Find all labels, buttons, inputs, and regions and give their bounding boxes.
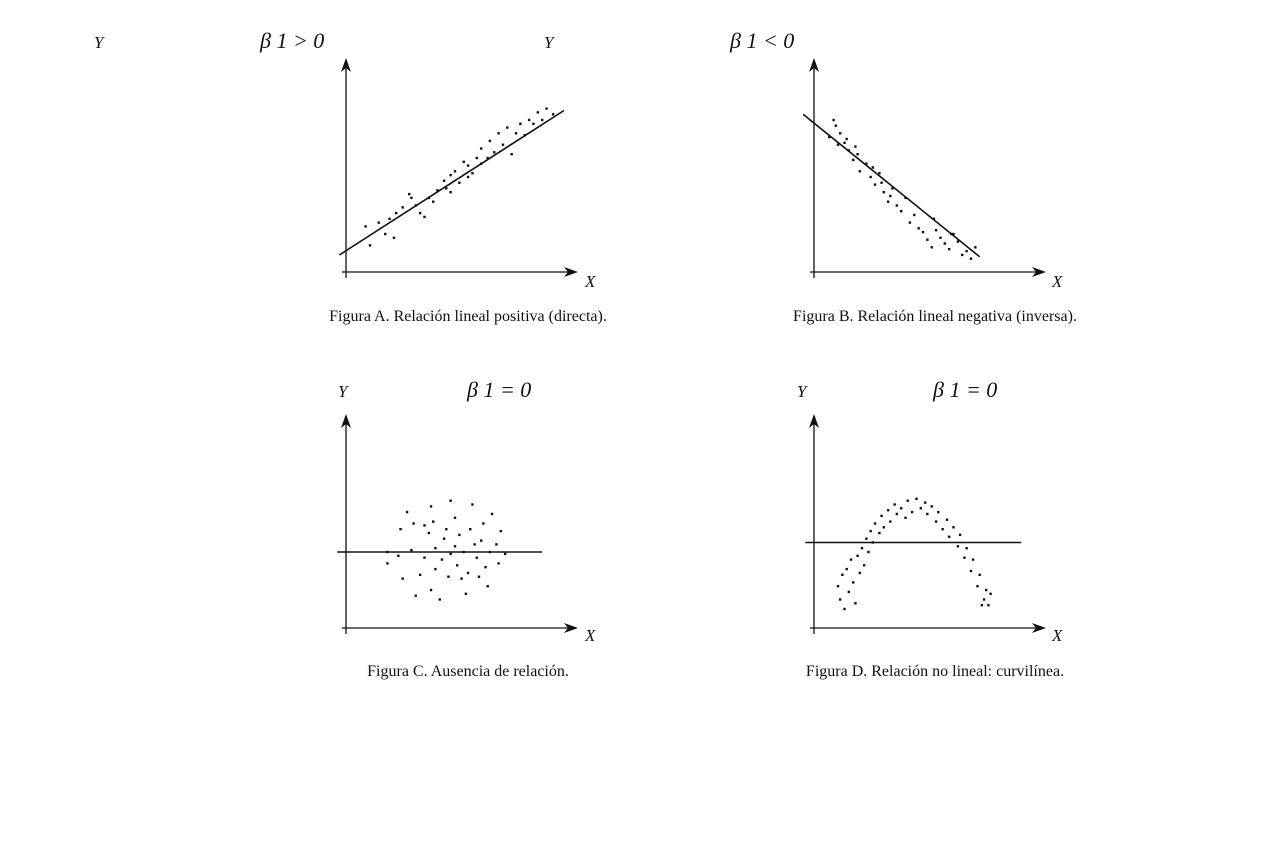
data-point bbox=[933, 218, 935, 220]
data-point bbox=[974, 246, 976, 248]
data-point bbox=[480, 147, 482, 149]
data-point bbox=[939, 237, 941, 239]
data-point bbox=[978, 574, 980, 576]
data-point bbox=[931, 246, 933, 248]
data-point bbox=[458, 534, 460, 536]
figure-caption: Figura D. Relación no lineal: curvilínea. bbox=[805, 663, 1065, 680]
data-point bbox=[510, 153, 512, 155]
data-point bbox=[872, 541, 874, 543]
data-point bbox=[931, 505, 933, 507]
data-point bbox=[874, 522, 876, 524]
data-point bbox=[909, 221, 911, 223]
data-point bbox=[449, 191, 451, 193]
data-point bbox=[432, 201, 434, 203]
data-point bbox=[924, 501, 926, 503]
x-axis-label: X bbox=[1052, 272, 1063, 291]
data-point bbox=[863, 564, 865, 566]
data-point bbox=[922, 231, 924, 233]
data-point bbox=[487, 585, 489, 587]
data-point bbox=[506, 126, 508, 128]
data-point bbox=[419, 212, 421, 214]
data-point bbox=[948, 536, 950, 538]
data-point bbox=[369, 244, 371, 246]
data-point bbox=[896, 513, 898, 515]
data-point bbox=[430, 589, 432, 591]
data-point bbox=[861, 547, 863, 549]
data-point bbox=[869, 530, 871, 532]
data-point bbox=[541, 119, 543, 121]
data-point bbox=[989, 593, 991, 595]
data-point bbox=[878, 172, 880, 174]
data-point bbox=[976, 585, 978, 587]
data-point bbox=[484, 566, 486, 568]
data-point bbox=[952, 526, 954, 528]
data-point bbox=[859, 170, 861, 172]
figure-caption: Figura C. Ausencia de relación. bbox=[367, 663, 569, 680]
panel-figura-c bbox=[337, 377, 596, 680]
data-point bbox=[946, 519, 948, 521]
beta-annotation: β 1 > 0 bbox=[260, 28, 325, 53]
data-point bbox=[920, 507, 922, 509]
data-point bbox=[519, 123, 521, 125]
data-point bbox=[915, 498, 917, 500]
data-point bbox=[854, 602, 856, 604]
data-point bbox=[397, 555, 399, 557]
data-point bbox=[401, 577, 403, 579]
data-point bbox=[428, 532, 430, 534]
data-point bbox=[913, 214, 915, 216]
data-point bbox=[856, 153, 858, 155]
data-point bbox=[948, 248, 950, 250]
data-point bbox=[904, 517, 906, 519]
data-point bbox=[867, 551, 869, 553]
data-point bbox=[889, 520, 891, 522]
data-point bbox=[456, 564, 458, 566]
panel-figura-a bbox=[94, 28, 607, 325]
data-point bbox=[423, 216, 425, 218]
data-point bbox=[552, 113, 554, 115]
data-point bbox=[837, 585, 839, 587]
data-point bbox=[423, 524, 425, 526]
data-point bbox=[497, 132, 499, 134]
data-point bbox=[469, 528, 471, 530]
data-point bbox=[985, 589, 987, 591]
panel-figura-b bbox=[544, 28, 1077, 325]
data-point bbox=[970, 570, 972, 572]
data-point bbox=[865, 538, 867, 540]
data-point bbox=[950, 233, 952, 235]
data-point bbox=[445, 528, 447, 530]
data-point bbox=[415, 595, 417, 597]
data-point bbox=[449, 500, 451, 502]
data-point bbox=[449, 553, 451, 555]
data-point bbox=[480, 163, 482, 165]
data-point bbox=[872, 166, 874, 168]
data-point bbox=[972, 558, 974, 560]
data-point bbox=[428, 197, 430, 199]
data-point bbox=[515, 132, 517, 134]
data-point bbox=[832, 119, 834, 121]
data-point bbox=[959, 534, 961, 536]
data-point bbox=[900, 507, 902, 509]
data-point bbox=[904, 197, 906, 199]
data-point bbox=[528, 119, 530, 121]
beta-annotation: β 1 = 0 bbox=[933, 377, 998, 402]
data-point bbox=[887, 201, 889, 203]
data-point bbox=[880, 182, 882, 184]
data-point bbox=[408, 193, 410, 195]
data-point bbox=[491, 513, 493, 515]
data-point bbox=[889, 195, 891, 197]
data-point bbox=[378, 221, 380, 223]
data-point bbox=[489, 140, 491, 142]
data-point bbox=[471, 172, 473, 174]
data-point bbox=[436, 189, 438, 191]
data-point bbox=[837, 144, 839, 146]
data-point bbox=[364, 225, 366, 227]
data-point bbox=[497, 562, 499, 564]
data-point bbox=[393, 237, 395, 239]
data-point bbox=[850, 558, 852, 560]
data-point bbox=[859, 572, 861, 574]
data-point bbox=[430, 505, 432, 507]
data-point bbox=[502, 144, 504, 146]
data-point bbox=[473, 543, 475, 545]
data-point bbox=[856, 555, 858, 557]
data-point bbox=[439, 598, 441, 600]
data-point bbox=[447, 576, 449, 578]
data-point bbox=[987, 604, 989, 606]
data-point bbox=[865, 163, 867, 165]
data-point bbox=[458, 182, 460, 184]
data-point bbox=[386, 562, 388, 564]
data-point bbox=[463, 161, 465, 163]
data-point bbox=[852, 581, 854, 583]
data-point bbox=[911, 511, 913, 513]
data-point bbox=[467, 572, 469, 574]
data-point bbox=[944, 242, 946, 244]
figure-caption: Figura B. Relación lineal negativa (inversa). bbox=[793, 308, 1077, 325]
y-axis-label: Y bbox=[338, 382, 348, 401]
data-point bbox=[887, 509, 889, 511]
data-point bbox=[419, 574, 421, 576]
data-point bbox=[941, 528, 943, 530]
data-point bbox=[478, 576, 480, 578]
data-point bbox=[891, 187, 893, 189]
data-point bbox=[926, 239, 928, 241]
data-point bbox=[854, 145, 856, 147]
data-point bbox=[843, 142, 845, 144]
beta-annotation: β 1 < 0 bbox=[730, 28, 795, 53]
data-point bbox=[957, 545, 959, 547]
data-point bbox=[839, 598, 841, 600]
data-point bbox=[883, 191, 885, 193]
data-point bbox=[983, 598, 985, 600]
x-axis-label: X bbox=[585, 626, 596, 645]
data-point bbox=[965, 547, 967, 549]
data-point bbox=[467, 176, 469, 178]
data-point bbox=[852, 159, 854, 161]
regression-line bbox=[803, 114, 980, 256]
data-point bbox=[480, 539, 482, 541]
data-point bbox=[883, 526, 885, 528]
data-point bbox=[835, 125, 837, 127]
y-axis-label: Y bbox=[94, 33, 104, 52]
data-point bbox=[406, 511, 408, 513]
data-point bbox=[482, 522, 484, 524]
data-point bbox=[504, 553, 506, 555]
data-point bbox=[471, 503, 473, 505]
data-point bbox=[970, 258, 972, 260]
data-point bbox=[937, 511, 939, 513]
data-point bbox=[441, 558, 443, 560]
data-point bbox=[848, 149, 850, 151]
data-point bbox=[432, 520, 434, 522]
data-point bbox=[500, 530, 502, 532]
data-point bbox=[963, 557, 965, 559]
data-point bbox=[537, 111, 539, 113]
data-point bbox=[926, 513, 928, 515]
data-point bbox=[386, 551, 388, 553]
data-point bbox=[463, 551, 465, 553]
x-axis-label: X bbox=[585, 272, 596, 291]
data-point bbox=[917, 227, 919, 229]
data-point bbox=[399, 528, 401, 530]
data-point bbox=[957, 240, 959, 242]
data-point bbox=[907, 500, 909, 502]
data-point bbox=[476, 557, 478, 559]
data-point bbox=[489, 551, 491, 553]
data-point bbox=[846, 138, 848, 140]
data-point bbox=[410, 197, 412, 199]
data-point bbox=[524, 134, 526, 136]
data-point bbox=[454, 545, 456, 547]
data-point bbox=[415, 204, 417, 206]
data-point bbox=[843, 608, 845, 610]
data-point bbox=[532, 123, 534, 125]
data-point bbox=[965, 250, 967, 252]
data-point bbox=[454, 170, 456, 172]
data-point bbox=[874, 183, 876, 185]
data-point bbox=[460, 577, 462, 579]
data-point bbox=[412, 522, 414, 524]
data-point bbox=[935, 229, 937, 231]
data-point bbox=[443, 538, 445, 540]
data-point bbox=[841, 574, 843, 576]
data-point bbox=[443, 180, 445, 182]
data-point bbox=[935, 520, 937, 522]
data-point bbox=[545, 107, 547, 109]
data-point bbox=[961, 254, 963, 256]
data-point bbox=[495, 543, 497, 545]
data-point bbox=[410, 549, 412, 551]
data-point bbox=[487, 157, 489, 159]
data-point bbox=[454, 517, 456, 519]
data-point bbox=[981, 604, 983, 606]
y-axis-label: Y bbox=[797, 382, 807, 401]
data-point bbox=[900, 210, 902, 212]
data-point bbox=[952, 233, 954, 235]
data-point bbox=[493, 151, 495, 153]
data-point bbox=[828, 136, 830, 138]
data-point bbox=[384, 233, 386, 235]
y-axis-label: Y bbox=[544, 33, 554, 52]
x-axis-label: X bbox=[1052, 626, 1063, 645]
data-point bbox=[445, 187, 447, 189]
data-point bbox=[880, 515, 882, 517]
figure-caption: Figura A. Relación lineal positiva (directa). bbox=[329, 308, 607, 325]
data-point bbox=[434, 568, 436, 570]
data-point bbox=[465, 593, 467, 595]
data-point bbox=[846, 568, 848, 570]
data-point bbox=[893, 503, 895, 505]
data-point bbox=[869, 176, 871, 178]
data-point bbox=[848, 591, 850, 593]
data-point bbox=[467, 164, 469, 166]
regression-line bbox=[339, 111, 564, 255]
data-point bbox=[395, 212, 397, 214]
data-point bbox=[423, 557, 425, 559]
data-point bbox=[434, 547, 436, 549]
data-point bbox=[449, 174, 451, 176]
data-point bbox=[401, 206, 403, 208]
panel-figura-d bbox=[797, 377, 1064, 680]
data-point bbox=[896, 204, 898, 206]
data-point bbox=[878, 532, 880, 534]
data-point bbox=[839, 132, 841, 134]
data-point bbox=[388, 218, 390, 220]
data-point bbox=[476, 157, 478, 159]
beta-annotation: β 1 = 0 bbox=[467, 377, 532, 402]
